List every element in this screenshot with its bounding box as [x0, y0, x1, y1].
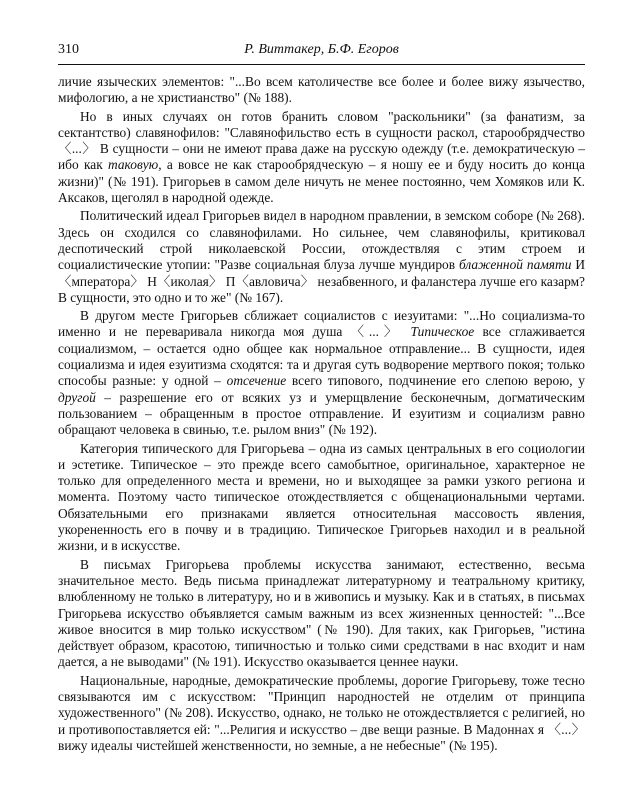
paragraph-1: личие языческих элементов: "...Во всем католичестве все более и более вижу язычество, мифологию, а не христианство" (№ 188). — [58, 74, 585, 106]
emphasis: блаженной памяти — [458, 257, 572, 273]
emphasis: отсечение — [226, 373, 287, 389]
paragraph-5: Категория типического для Григорьева – одна из самых центральных в его социологии и эстетике. Типическое – это прежде всего самобытное, оригинальное, характерное не только для определенного места и времени, но и выходящее за рамки узкого региона и момента. Поэтому часто типическое отождествляется с общенациональными чертами. Обязательными его признаками является относительная массовость явления, укорененность его в почву и в традицию. Типическое Григорьев находил и в реальной жизни, и в искусстве. — [58, 440, 585, 554]
emphasis: таковую — [108, 157, 159, 173]
header-rule — [58, 64, 585, 65]
body-text — [58, 74, 585, 756]
paragraph-7: Национальные, народные, демократические проблемы, дорогие Григорьеву, тоже тесно связываются им с искусством: "Принцип народностей не отделим от принципа художественного" (№ 208). Искусство, однако, не только не отождествляется с религией, но и противопоставляется ей: "...Религия и искусство – две вещи разные. В Мадоннах я 〈...〉 вижу идеалы чистейшей женственности, но земные, а не небесные" (№ 195). — [58, 672, 585, 753]
page-header — [58, 42, 585, 62]
page-number: 310 — [58, 42, 79, 57]
emphasis: Типическое — [410, 324, 475, 340]
running-head: Р. Виттакер, Б.Ф. Егоров — [244, 42, 399, 57]
emphasis: другой — [58, 389, 96, 405]
paragraph-2: Но в иных случаях он готов бранить словом "раскольники" (за фанатизм, за сектантство) славянофилов: "Славянофильство есть в сущности раскол, старообрядчество 〈...〉 В сущности – они не имеют права даже на русскую одежду (т.е. демократическую – ибо как таковую, а вовсе не как старообрядческую – я ношу ее и буду носить до конца жизни)" (№ 191). Григорьев в самом деле ничуть не менее постоянно, чем Хомяков или К. Аксаков, щеголял в народной одежде. — [58, 108, 585, 206]
paragraph-3: Политический идеал Григорьев видел в народном правлении, в земском соборе (№ 268). Здесь он сходился со славянофилами. Но сильнее, чем славянофилы, критиковал деспотический строй николаевской России, отождествляя с этим строем и социалистические утопии: "Разве социальная блуза лучше мундиров блаженной памяти И〈мператора〉 Н〈иколая〉 П〈авловича〉 незабвенного, и фаланстера лучше его казарм? В сущности, это одно и то же" (№ 167). — [58, 208, 585, 305]
paragraph-6: В письмах Григорьева проблемы искусства занимают, естественно, весьма значительное место. Ведь письма принадлежат литературному и театральному критику, влюбленному не только в литературу, но и в живопись и музыку. Как и в статьях, в письмах Григорьева искусство объявляется самым важным из всех жизненных ценностей: "...Все живое вносится в мир только искусством" (№ 190). Для таких, как Григорьев, "истина действует образом, красотою, типичностью и только сими средствами в нас входит и нам дается, а не выводами" (№ 191). Искусство оказывается ценнее науки. — [58, 556, 585, 670]
paragraph-4: В другом месте Григорьев сближает социалистов с иезуитами: "...Но социализма-то именно и не переваривала никогда моя душа 〈...〉 Типическое все сглаживается социализмом, – остается одно общее как нормальное отправление... В сущности, идея социализма и идея езуитизма сходятся: та и другая суть водворение мертвого покоя; только способы разные: у одной – отсечение всего типового, подчинение его слепою верою, у другой – разрешение его от всяких уз и умерщвление бесконечным, догматическим пользованием – обращенным в простое отправление. И езуитизм и социализм равно обращают человека в свинью, т.е. рылом вниз" (№ 192). — [58, 308, 585, 438]
